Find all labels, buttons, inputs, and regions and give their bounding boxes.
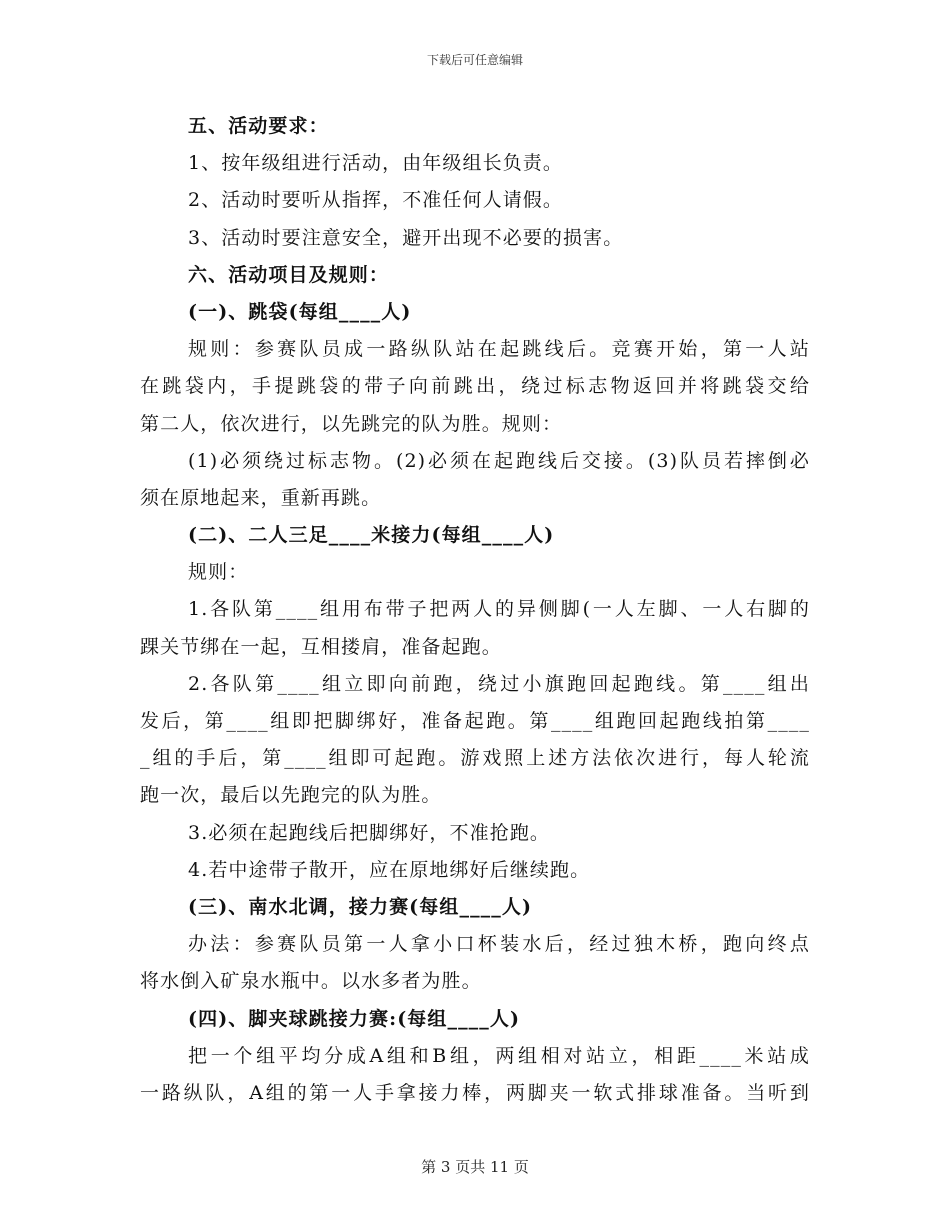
text-line: 规则：参赛队员成一路纵队站在起跳线后。竞赛开始，第一人站 (188, 338, 810, 361)
text-line: 跑一次，最后以先跑完的队为胜。 (140, 784, 442, 807)
text-line: 把一个组平均分成A组和B组，两组相对站立，相距____米站成 (188, 1044, 810, 1067)
text-line: 一路纵队，A组的第一人手拿接力棒，两脚夹一软式排球准备。当听到 (140, 1081, 810, 1104)
text-line: _组的手后，第____组即可起跑。游戏照上述方法依次进行，每人轮流 (140, 747, 810, 770)
text-line: 须在原地起来，重新再跳。 (140, 486, 382, 509)
section-heading: (四)、脚夹球跳接力赛:(每组____人) (188, 1007, 521, 1030)
section-heading: 五、活动要求： (188, 115, 329, 137)
text-line: 3、活动时要注意安全，避开出现不必要的损害。 (188, 226, 624, 249)
text-line: 办法：参赛队员第一人拿小口杯装水后，经过独木桥，跑向终点 (188, 933, 810, 956)
text-line: 4.若中途带子散开，应在原地绑好后继续跑。 (188, 858, 591, 881)
document-body (140, 108, 810, 1112)
text-line: 2、活动时要听从指挥，不准任何人请假。 (188, 189, 563, 212)
section-heading: (一)、跳袋(每组____人) (188, 300, 412, 323)
section-heading: (二)、二人三足____米接力(每组____人) (188, 524, 555, 547)
text-line: 踝关节绑在一起，互相搂肩，准备起跑。 (140, 635, 502, 658)
text-line: 3.必须在起跑线后把脚绑好，不准抢跑。 (188, 821, 551, 844)
text-line: 发后，第____组即把脚绑好，准备起跑。第____组跑回起跑线拍第____ (140, 710, 810, 732)
text-line: 1、按年级组进行活动，由年级组长负责。 (188, 152, 563, 175)
text-line: 将水倒入矿泉水瓶中。以水多者为胜。 (140, 970, 482, 993)
text-line: 2.各队第____组立即向前跑，绕过小旗跑回起跑线。第____组出 (188, 672, 810, 695)
text-line: 在跳袋内，手提跳袋的带子向前跳出，绕过标志物返回并将跳袋交给 (140, 375, 810, 398)
text-line: 第二人，依次进行，以先跳完的队为胜。规则： (140, 412, 563, 435)
section-heading: 六、活动项目及规则： (188, 263, 390, 286)
page-header: 下载后可任意编辑 (426, 53, 523, 67)
text-line: (1)必须绕过标志物。(2)必须在起跑线后交接。(3)队员若摔倒必 (188, 449, 810, 472)
text-line: 规则： (188, 561, 249, 584)
section-heading: (三)、南水北调，接力赛(每组____人) (188, 895, 533, 918)
text-line: 1.各队第____组用布带子把两人的异侧脚(一人左脚、一人右脚的 (188, 598, 810, 621)
page-footer: 第 3 页共 11 页 (421, 1158, 529, 1176)
